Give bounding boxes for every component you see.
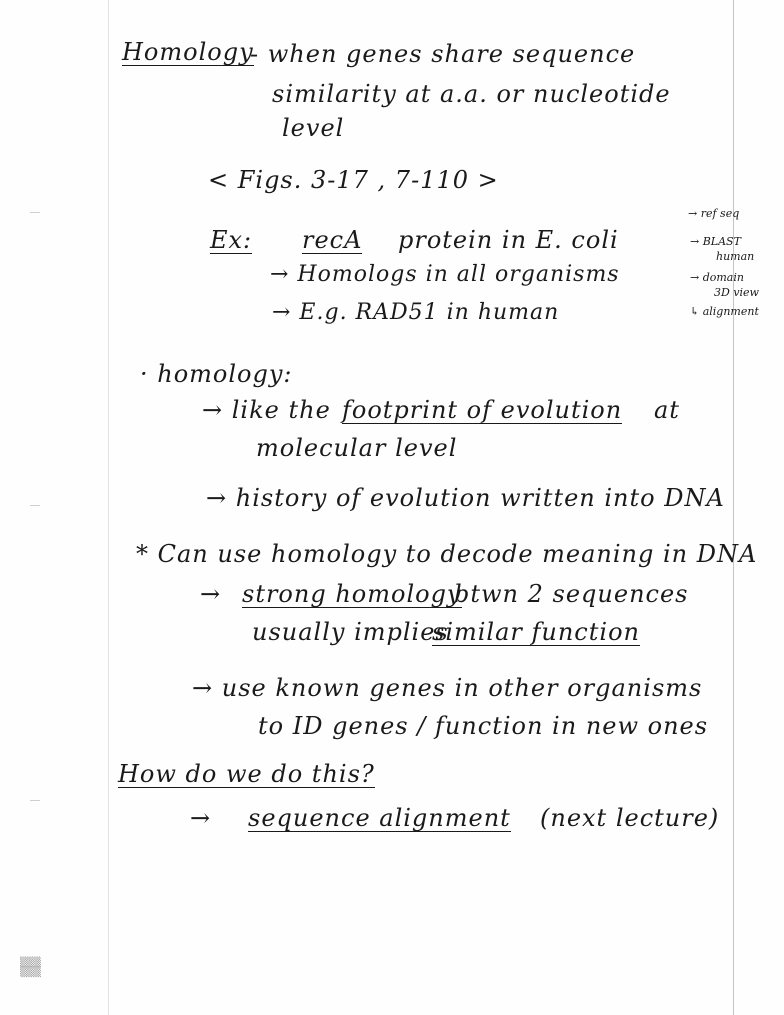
alignment-arrow: → <box>190 804 212 832</box>
molecular-level: molecular level <box>256 434 458 462</box>
reca-term: recA <box>302 226 363 254</box>
footprint-at: at <box>654 396 680 424</box>
side-note-blast: → BLAST <box>690 235 741 248</box>
definition-line-2: similarity at a.a. or nucleotide <box>272 80 671 108</box>
similar-function: similar function <box>432 618 640 646</box>
sequence-alignment: sequence alignment <box>248 804 511 832</box>
history-of-evolution: → history of evolution written into DNA <box>206 484 725 512</box>
between-sequences: btwn 2 sequences <box>454 580 689 608</box>
side-note-alignment: ↳ alignment <box>690 305 759 318</box>
how-do-we-do-this: How do we do this? <box>118 760 375 788</box>
usually-implies: usually implies <box>252 618 449 646</box>
decode-meaning-line: * Can use homology to decode meaning in DNA <box>136 540 758 568</box>
scanner-stamp: ▒▒▒ ▒▒▒ <box>20 958 41 978</box>
example-line-2: → Homologs in all organisms <box>270 262 620 287</box>
footprint-arrow: → like the <box>202 396 331 424</box>
definition-line-1: - when genes share sequence <box>250 40 636 68</box>
footprint-of-evolution: footprint of evolution <box>342 396 623 424</box>
figure-reference: < Figs. 3-17 , 7-110 > <box>208 166 499 194</box>
known-genes-line: → use known genes in other organisms <box>192 674 703 702</box>
example-label: Ex: <box>210 226 253 254</box>
binder-mark <box>30 505 40 506</box>
side-note-ref-seq: → ref seq <box>688 207 740 220</box>
next-lecture: (next lecture) <box>540 804 720 832</box>
side-note-3d-view: 3D view <box>714 286 759 299</box>
binder-mark <box>30 800 40 801</box>
example-line-1: protein in E. coli <box>398 226 619 254</box>
right-margin-line <box>733 0 734 1015</box>
homology-bullet: · homology: <box>140 360 293 388</box>
binder-mark <box>30 212 40 213</box>
side-note-domain: → domain <box>690 271 744 284</box>
id-genes-line: to ID genes / function in new ones <box>258 712 709 740</box>
example-line-3: → E.g. RAD51 in human <box>272 300 560 325</box>
strong-homology-arrow: → <box>200 580 222 608</box>
heading-homology: Homology <box>122 38 254 66</box>
definition-line-3: level <box>282 114 345 142</box>
left-margin-line <box>108 0 109 1015</box>
strong-homology: strong homology <box>242 580 462 608</box>
side-note-human: human <box>716 250 755 263</box>
